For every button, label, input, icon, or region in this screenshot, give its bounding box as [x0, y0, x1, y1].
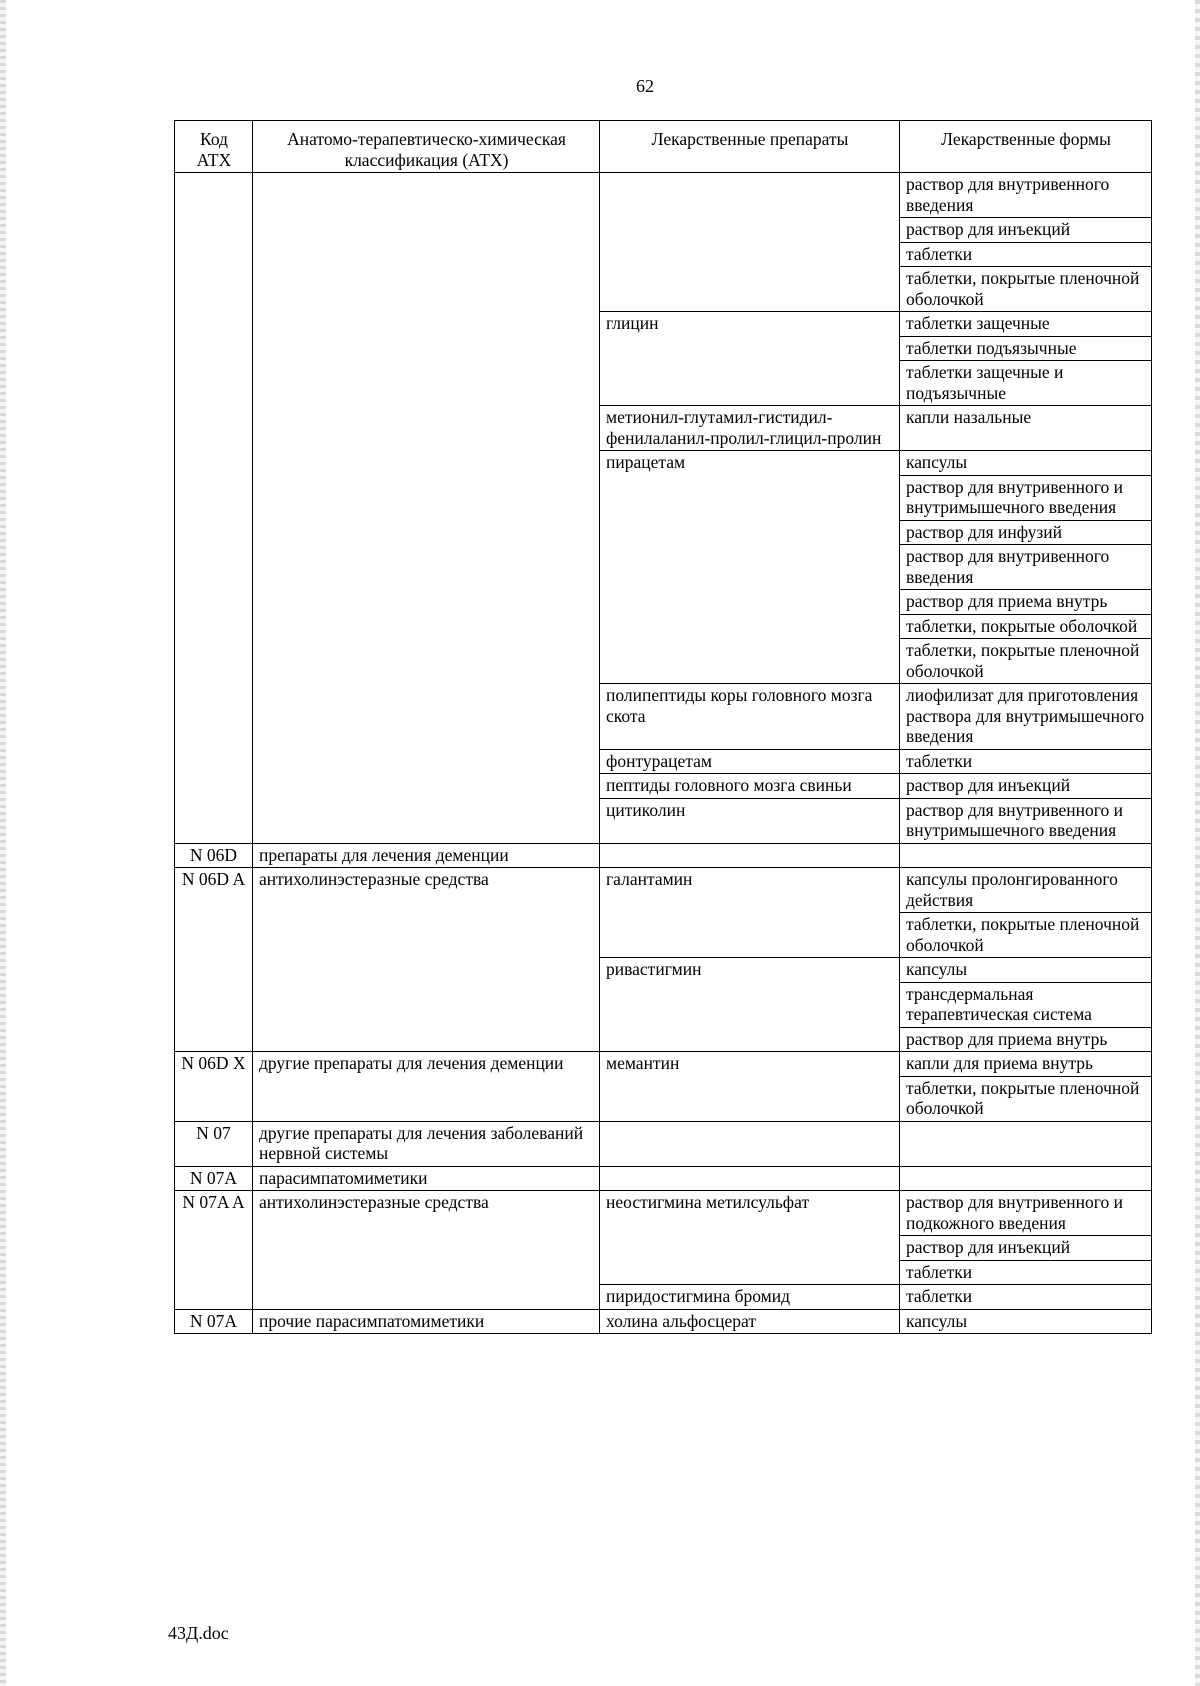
- drug-cell: фонтурацетам: [600, 749, 900, 774]
- drug-cell: [600, 1166, 900, 1191]
- drug-cell: мемантин: [600, 1052, 900, 1122]
- atc-table: [174, 120, 1152, 1334]
- classification-cell: препараты для лечения деменции: [253, 843, 600, 868]
- drug-cell: глицин: [600, 312, 900, 406]
- dosage-form-cell: раствор для внутривенного введения: [900, 173, 1152, 218]
- header-code: Код АТХ: [175, 121, 253, 173]
- dosage-form-cell: трансдермальная терапевтическая система: [900, 982, 1152, 1027]
- drug-cell: метионил-глутамил-гистидил-фенилаланил-пролил-глицил-пролин: [600, 406, 900, 451]
- table-header-row: [175, 121, 1152, 173]
- atc-code-cell: N 06D X: [175, 1052, 253, 1122]
- classification-cell: [253, 173, 600, 844]
- drug-cell: полипептиды коры головного мозга скота: [600, 684, 900, 750]
- dosage-form-cell: раствор для инфузий: [900, 520, 1152, 545]
- atc-code-cell: N 07: [175, 1121, 253, 1166]
- dosage-form-cell: таблетки, покрытые пленочной оболочкой: [900, 1076, 1152, 1121]
- atc-code-cell: N 07A A: [175, 1191, 253, 1310]
- dosage-form-cell: [900, 843, 1152, 868]
- table-body: [175, 173, 1152, 1334]
- drug-cell: холина альфосцерат: [600, 1309, 900, 1334]
- classification-cell: прочие парасимпатомиметики: [253, 1309, 600, 1334]
- atc-code-cell: N 07A: [175, 1309, 253, 1334]
- dosage-form-cell: таблетки защечные: [900, 312, 1152, 337]
- drug-cell: пептиды головного мозга свиньи: [600, 774, 900, 799]
- atc-code-cell: N 07A: [175, 1166, 253, 1191]
- dosage-form-cell: раствор для внутривенного и подкожного введения: [900, 1191, 1152, 1236]
- table-row: [175, 1166, 1152, 1191]
- dosage-form-cell: таблетки, покрытые пленочной оболочкой: [900, 267, 1152, 312]
- dosage-form-cell: раствор для инъекций: [900, 1236, 1152, 1261]
- drug-cell: неостигмина метилсульфат: [600, 1191, 900, 1285]
- dosage-form-cell: раствор для инъекций: [900, 218, 1152, 243]
- table-row: [175, 173, 1152, 218]
- dosage-form-cell: раствор для приема внутрь: [900, 590, 1152, 615]
- header-forms: Лекарственные формы: [900, 121, 1152, 173]
- dosage-form-cell: раствор для внутривенного и внутримышечного введения: [900, 798, 1152, 843]
- atc-code-cell: N 06D A: [175, 868, 253, 1052]
- dosage-form-cell: раствор для инъекций: [900, 774, 1152, 799]
- drug-cell: галантамин: [600, 868, 900, 958]
- classification-cell: антихолинэстеразные средства: [253, 1191, 600, 1310]
- dosage-form-cell: таблетки: [900, 749, 1152, 774]
- drug-cell: ривастигмин: [600, 958, 900, 1052]
- dosage-form-cell: [900, 1166, 1152, 1191]
- drug-cell: цитиколин: [600, 798, 900, 843]
- dosage-form-cell: капсулы: [900, 451, 1152, 476]
- drug-cell: [600, 173, 900, 312]
- table-row: [175, 1309, 1152, 1334]
- dosage-form-cell: таблетки, покрытые пленочной оболочкой: [900, 913, 1152, 958]
- dosage-form-cell: таблетки защечные и подъязычные: [900, 361, 1152, 406]
- dosage-form-cell: таблетки подъязычные: [900, 336, 1152, 361]
- drug-cell: пирацетам: [600, 451, 900, 684]
- dosage-form-cell: капсулы: [900, 1309, 1152, 1334]
- dosage-form-cell: раствор для приема внутрь: [900, 1027, 1152, 1052]
- atc-code-cell: N 06D: [175, 843, 253, 868]
- dosage-form-cell: [900, 1121, 1152, 1166]
- table-row: [175, 1191, 1152, 1236]
- table-row: [175, 1052, 1152, 1077]
- dosage-form-cell: таблетки, покрытые оболочкой: [900, 614, 1152, 639]
- scan-edge-right: [1195, 0, 1200, 1686]
- dosage-form-cell: раствор для внутривенного введения: [900, 545, 1152, 590]
- dosage-form-cell: капсулы пролонгированного действия: [900, 868, 1152, 913]
- classification-cell: антихолинэстеразные средства: [253, 868, 600, 1052]
- dosage-form-cell: капсулы: [900, 958, 1152, 983]
- dosage-form-cell: таблетки, покрытые пленочной оболочкой: [900, 639, 1152, 684]
- dosage-form-cell: капли для приема внутрь: [900, 1052, 1152, 1077]
- drug-cell: [600, 1121, 900, 1166]
- footer-filename: 43Д.doc: [168, 1623, 229, 1643]
- dosage-form-cell: раствор для внутривенного и внутримышечного введения: [900, 475, 1152, 520]
- scan-edge-left: [0, 0, 6, 1686]
- table-row: [175, 843, 1152, 868]
- classification-cell: другие препараты для лечения заболеваний нервной системы: [253, 1121, 600, 1166]
- dosage-form-cell: таблетки: [900, 242, 1152, 267]
- header-classification: Анатомо-терапевтическо-химическая классификация (АТХ): [253, 121, 600, 173]
- classification-cell: другие препараты для лечения деменции: [253, 1052, 600, 1122]
- page-number: 62: [636, 76, 654, 96]
- dosage-form-cell: капли назальные: [900, 406, 1152, 451]
- classification-cell: парасимпатомиметики: [253, 1166, 600, 1191]
- drug-cell: [600, 843, 900, 868]
- dosage-form-cell: лиофилизат для приготовления раствора для внутримышечного введения: [900, 684, 1152, 750]
- dosage-form-cell: таблетки: [900, 1285, 1152, 1310]
- dosage-form-cell: таблетки: [900, 1260, 1152, 1285]
- atc-code-cell: [175, 173, 253, 844]
- header-drugs: Лекарственные препараты: [600, 121, 900, 173]
- drug-cell: пиридостигмина бромид: [600, 1285, 900, 1310]
- table-row: [175, 1121, 1152, 1166]
- table-row: [175, 868, 1152, 913]
